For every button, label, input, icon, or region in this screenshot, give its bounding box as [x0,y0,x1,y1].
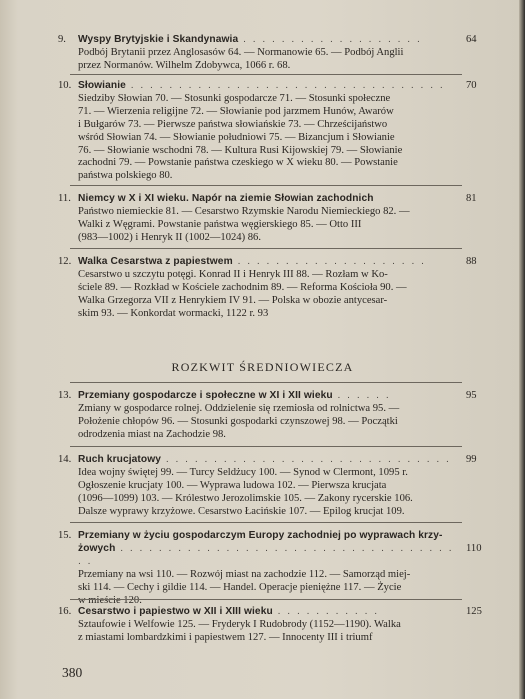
toc-entry-15 [58,530,482,607]
toc-entry-12 [58,256,477,321]
entry-line: skim 93. — Konkordat wormacki, 1122 r. 93 [78,307,269,319]
entry-line: 76. — Słowianie wschodni 78. — Kultura Rusi Kijowskiej 79. — Słowianie [78,144,403,156]
entry-line: 71. — Wierzenia religijne 72. — Słowianie pod jarzmem Hunów, Awarów [78,105,394,117]
divider [70,185,462,186]
entry-title-continued: żowych . . . . . . . . . . . . . . . . . . . . . . . . . . . . . . . . . . . . . [78,542,454,567]
entry-title: Wyspy Brytyjskie i Skandynawia . . . . . . . . . . . . . . . . . . . [78,34,422,45]
entry-line: (983—1002) i Henryk II (1002—1024) 86. [78,231,262,243]
entry-line: Idea wojny świętej 99. — Turcy Seldżucy 100. — Synod w Clermont, 1095 r. [78,466,408,478]
entry-number: 14. [58,454,72,465]
entry-page: 125 [466,606,482,617]
entry-page: 110 [466,543,482,554]
entry-line: z miastami lombardzkimi i papiestwem 127. — Innocenty III i triumf [78,631,373,643]
entry-line: zachodni 79. — Powstanie państwa czeskiego w X wieku 80. — Powstanie [78,157,398,169]
entry-line: ściele 89. — Rozkład w Kościele zachodnim 89. — Reforma Kościoła 90. — [78,281,407,293]
toc-entry-16 [58,606,482,645]
entry-page: 95 [466,390,477,401]
divider [70,599,462,600]
entry-page: 64 [466,34,477,45]
page-number: 380 [62,665,83,680]
entry-title: Walka Cesarstwa z papiestwem . . . . . . . . . . . . . . . . . . . . [78,256,426,267]
entry-line: Walka Grzegorza VII z Henrykiem IV 91. — Polska w obozie antycesar- [78,294,388,306]
entry-line: w mieście 120. [78,594,142,606]
entry-line: i Bułgarów 73. — Pierwsze państwa słowiańskie 73. — Chrześcijaństwo [78,118,388,130]
entry-number: 16. [58,606,72,617]
entry-number: 11. [58,193,71,204]
entry-title: Niemcy w X i XI wieku. Napór na ziemie Słowian zachodnich [78,193,374,204]
entry-line: Sztaufowie i Welfowie 125. — Fryderyk I Rudobrody (1152—1190). Walka [78,618,401,630]
entry-line: ski 114. — Cechy i gildie 114. — Handel. Operacje pieniężne 117. — Życie [78,581,402,593]
entry-number: 12. [58,256,72,267]
toc-entry-14 [58,454,477,519]
entry-number: 9. [58,34,66,45]
entry-title: Przemiany gospodarcze i społeczne w XI i XII wieku . . . . . . [78,390,391,401]
entry-page: 81 [466,193,477,204]
entry-line: Siedziby Słowian 70. — Stosunki gospodarcze 71. — Stosunki społeczne [78,92,391,104]
entry-line: Zmiany w gospodarce rolnej. Oddzielenie się rzemiosła od rolnictwa 95. — [78,402,400,414]
divider [70,248,462,249]
entry-line: Podbój Brytanii przez Anglosasów 64. — Normanowie 65. — Podbój Anglii [78,46,404,58]
entry-line: odrodzenia miast na Zachodzie 98. [78,428,226,440]
entry-line: Cesarstwo u szczytu potęgi. Konrad II i Henryk III 88. — Rozłam w Ko- [78,268,388,280]
entry-line: państwa polskiego 80. [78,170,173,182]
entry-page: 99 [466,454,477,465]
entry-line: przez Normanów. Wilhelm Zdobywca, 1066 r. 68. [78,59,291,71]
divider [70,522,462,523]
entry-title: Ruch krucjatowy . . . . . . . . . . . . . . . . . . . . . . . . . . . . . . [78,454,451,465]
entry-number: 10. [58,80,72,91]
entry-number: 15. [58,530,72,541]
entry-page: 70 [466,80,477,91]
toc-entry-10 [58,80,477,183]
entry-line: Dalsze wyprawy krzyżowe. Cesarstwo Łacińskie 107. — Epilog krucjat 109. [78,505,405,517]
entry-line: wśród Słowian 74. — Słowianie południowi 75. — Bizancjum i Słowianie [78,131,395,143]
entry-line: Ogłoszenie krucjaty 100. — Wyprawa ludowa 102. — Pierwsza krucjata [78,479,387,491]
divider [70,74,462,75]
section-heading: ROZKWIT ŚREDNIOWIECZA [171,360,354,374]
entry-line: Położenie chłopów 96. — Stosunki gospodarki czynszowej 98. — Początki [78,415,398,427]
toc-entry-13 [58,390,477,442]
entry-line: Przemiany na wsi 110. — Rozwój miast na zachodzie 112. — Samorząd miej- [78,568,411,580]
entry-line: Państwo niemieckie 81. — Cesarstwo Rzymskie Narodu Niemieckiego 82. — [78,205,410,217]
entry-title: Cesarstwo i papiestwo w XII i XIII wieku . . . . . . . . . . . [78,606,380,617]
book-spine-edge [519,0,525,699]
divider [70,382,462,383]
entry-line: (1096—1099) 103. — Królestwo Jerozolimskie 105. — Zakony rycerskie 106. [78,492,413,504]
entry-title: Słowianie . . . . . . . . . . . . . . . . . . . . . . . . . . . . . . . . . [78,80,445,91]
entry-title: Przemiany w życiu gospodarczym Europy zachodniej po wyprawach krzy- [78,530,443,541]
entry-line: Walki z Węgrami. Powstanie państwa węgierskiego 85. — Otto III [78,218,362,230]
toc-entry-9 [58,34,477,73]
divider [70,446,462,447]
toc-entry-11 [58,193,477,245]
entry-page: 88 [466,256,477,267]
entry-number: 13. [58,390,72,401]
